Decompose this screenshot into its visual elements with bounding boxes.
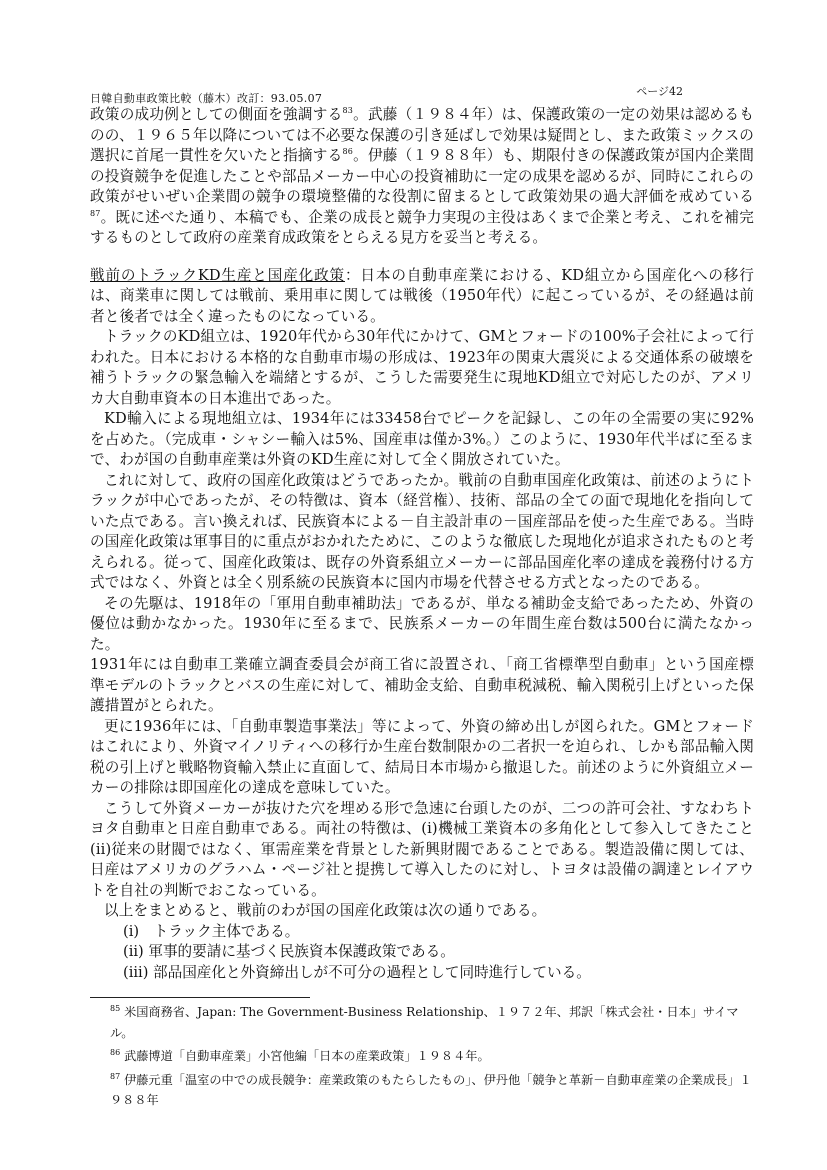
- body-text: [90, 105, 769, 983]
- paragraph-1931-committee: 1931年には自動車工業確立調査委員会が商工省に設置され、「商工省標準型自動車」という国産標準モデルのトラックとバスの生産に対して、補助金支給、自動車税減税、輸入関税引上げといった保護措置がとられた。: [90, 656, 754, 714]
- footnotes: [90, 1002, 754, 1114]
- footnote-85: $^{85}$ 米国商務省、Japan: The Government-Business Relationship、１９７２年、邦訳「株式会社・日本」サイマル。: [110, 1003, 739, 1040]
- list-item: (ii) 軍事的要請に基づく民族資本保護政策である。: [123, 943, 455, 960]
- footnote-divider: [90, 997, 310, 998]
- section-heading: 戦前のトラックKD生産と国産化政策: [90, 266, 345, 284]
- paragraph-kd-import: KD輸入による現地組立は、1934年には33458台でピークを記録し、この年の全需要の実に92%を占めた。（完成車・シャシー輸入は5%、国産車は僅か3%。）このように、1930年代半ばに至るまで、わが国の自動車産業は外資のKD生産に対して全く開放されていた。: [90, 410, 754, 468]
- paragraph-policy-evaluation: 政策の成功例としての側面を強調する$^{83}$。武藤（１９８４年）は、保護政策の一定の効果は認めるものの、１９６５年以降については不必要な保護の引き延ばしで効果は疑問とし、また政策ミックスの選択に首尾一貫性を欠いたと指摘する$^{86}$。伊藤（１９８８年）も、期限付きの保護政策が国内企業間の投資競争を促進したことや部品メーカー中心の投資補助に一定の成果を認めるが、同時にこれらの政策がせいぜい企業間の競争の環境整備的な役割に留まるとして政策効果の過大評価を戒めている$^{87}$。既に述べた通り、本稿でも、企業の成長と競争力実現の主役はあくまで企業と考え、これを補完するものとして政府の産業育成政策をとらえる見方を妥当と考える。: [90, 106, 754, 246]
- footnote-ref: 86: [342, 147, 353, 157]
- paragraph-truck-kd: トラックのKD組立は、1920年代から30年代にかけて、GMとフォードの100%子会社によって行われた。日本における本格的な自動車市場の形成は、1923年の関東大震災による交通体系の破壊を補うトラックの緊急輸入を端緒とするが、こうした需要発生に現地KD組立で対応したのが、アメリカ大自動車資本の日本進出であった。: [90, 328, 754, 407]
- footnote-ref: 87: [90, 208, 101, 218]
- footnote-86: $^{86}$ 武藤博道「自動車産業」小宮他編「日本の産業政策」１９８４年。: [110, 1047, 490, 1063]
- page-number: ページ42: [636, 85, 683, 98]
- paragraph-localization-policy: これに対して、政府の国産化政策はどうであったか。戦前の自動車国産化政策は、前述のようにトラックが中心であったが、その特徴は、資本（経営権）、技術、部品の全ての面で現地化を指向していた点である。言い換えれば、民族資本による－自主設計車の－国産部品を使った生産である。当時の国産化政策は軍事目的に重点がおかれたために、このような徹底した現地化が追求されたものと考えられる。従って、国産化政策は、既存の外資系組立メーカーに部品国産化率の達成を義務付ける方式ではなく、外資とは全く別系統の民族資本に国内市場を代替させる方式となったのである。: [90, 471, 754, 591]
- list-item: (i) トラック主体である。: [123, 922, 300, 940]
- running-header-title: 日韓自動車政策比較（藤木）改訂：93.05.07: [90, 92, 323, 105]
- summary-list: [90, 922, 754, 984]
- paragraph-summary: 以上をまとめると、戦前のわが国の国産化政策は次の通りである。: [104, 902, 547, 919]
- paragraph-prewar-section: 戦前のトラックKD生産と国産化政策：日本の自動車産業における、KD組立から国産化への移行は、商業車に関しては戦前、乗用車に関しては戦後（1950年代）に起こっているが、その経過は前者と後者では全く違ったものになっている。: [90, 266, 754, 325]
- paragraph-military-subsidy: その先駆は、1918年の「軍用自動車補助法」であるが、単なる補助金支給であったため、外資の優位は動かなかった。1930年に至るまで、民族系メーカーの年間生産台数は500台に満たなかった。: [90, 594, 754, 653]
- footnote-87: $^{87}$ 伊藤元重「温室の中での成長競争：産業政策のもたらしたもの」、伊丹他「競争と革新－自動車産業の企業成長」１９８８年: [110, 1071, 752, 1107]
- list-item: (iii) 部品国産化と外資締出しが不可分の過程として同時進行している。: [123, 963, 591, 981]
- paragraph-1936-law: 更に1936年には、「自動車製造事業法」等によって、外資の締め出しが図られた。GMとフォードはこれにより、外資マイノリティへの移行か生産台数制限かの二者択一を迫られ、しかも部品輸入関税の引上げと戦略物資輸入禁止に直面して、結局日本市場から撤退した。前述のように外資組立メーカーの排除は即国産化の達成を意味していた。: [90, 717, 754, 796]
- paragraph-toyota-nissan: こうして外資メーカーが抜けた穴を埋める形で急速に台頭したのが、二つの許可会社、すなわちトヨタ自動車と日産自動車である。両社の特徴は、(i)機械工業資本の多角化として参入してきたこと (ii)従来の財閥ではなく、軍需産業を背景とした新興財閥であることである。製造設備に関しては、日産はアメリカのグラハム・ページ社と提携して導入したのに対し、トヨタは設備の調達とレイアウトを自社の判断でおこなっている。: [90, 799, 769, 899]
- footnote-ref: 83: [342, 106, 353, 116]
